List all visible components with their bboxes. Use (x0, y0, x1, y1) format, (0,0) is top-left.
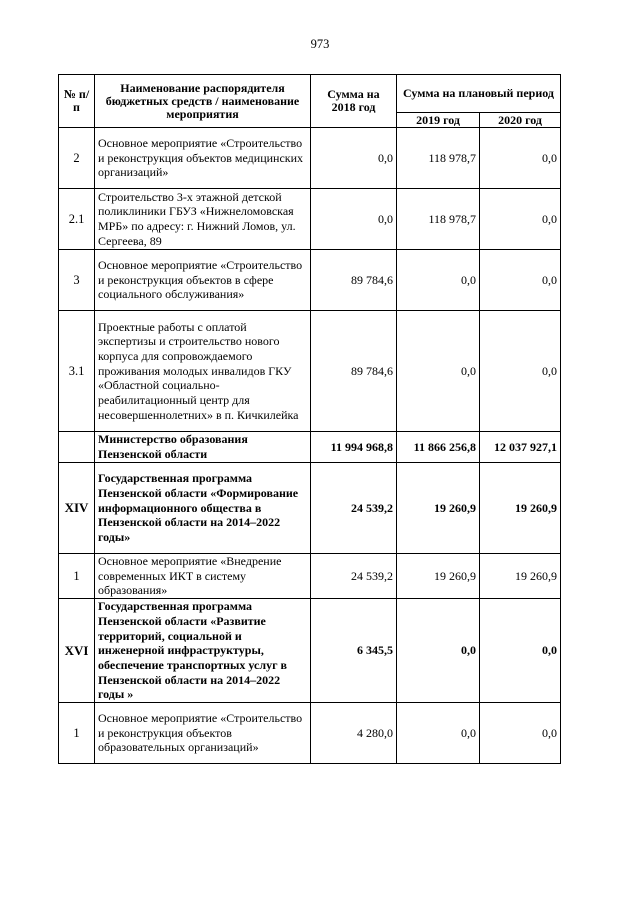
row-sum-2019: 0,0 (397, 599, 480, 703)
row-sum-2018: 24 539,2 (311, 554, 397, 599)
row-number: 2.1 (59, 189, 95, 250)
row-sum-2020: 0,0 (480, 311, 561, 432)
table-row (59, 554, 561, 599)
row-name: Основное мероприятие «Внедрение современных ИКТ в систему образования» (95, 554, 311, 599)
header-year-2019: 2019 год (397, 113, 480, 128)
row-name: Государственная программа Пензенской области «Развитие территорий, социальной и инженерной инфраструктуры, обеспечение транспортных услуг в Пензенской области на 2014–2022 годы » (95, 599, 311, 703)
row-name: Государственная программа Пензенской области «Формирование информационного общества в Пензенской области на 2014–2022 годы» (95, 463, 311, 554)
row-sum-2020: 0,0 (480, 128, 561, 189)
row-sum-2018: 0,0 (311, 128, 397, 189)
page-number: 973 (310, 37, 330, 51)
budget-table (58, 74, 561, 764)
row-number: 3.1 (59, 311, 95, 432)
row-number: 1 (59, 703, 95, 764)
row-name: Основное мероприятие «Строительство и реконструкция объектов образовательных организаций» (95, 703, 311, 764)
row-sum-2020: 19 260,9 (480, 463, 561, 554)
header-sum-2018: Сумма на 2018 год (311, 75, 397, 128)
row-sum-2018: 6 345,5 (311, 599, 397, 703)
table-row (59, 189, 561, 250)
table-row (59, 599, 561, 703)
row-sum-2019: 118 978,7 (397, 128, 480, 189)
row-number: XVI (59, 599, 95, 703)
row-sum-2019: 0,0 (397, 250, 480, 311)
row-name: Строительство 3-х этажной детской поликлиники ГБУЗ «Нижнеломовская МРБ» по адресу: г. Нижний Ломов, ул. Сергеева, 89 (95, 189, 311, 250)
row-name: Проектные работы с оплатой экспертизы и строительство нового корпуса для сопровождаемого проживания молодых инвалидов ГКУ «Областной социально-реабилитационный центр для несовершеннолетних» в п. Кичкилейка (95, 311, 311, 432)
table-row (59, 128, 561, 189)
row-sum-2020: 0,0 (480, 599, 561, 703)
row-number (59, 432, 95, 463)
row-sum-2019: 19 260,9 (397, 463, 480, 554)
row-sum-2020: 0,0 (480, 250, 561, 311)
row-name: Основное мероприятие «Строительство и реконструкция объектов в сфере социального обслуживания» (95, 250, 311, 311)
row-name: Министерство образования Пензенской области (95, 432, 311, 463)
header-year-2020: 2020 год (480, 113, 561, 128)
row-sum-2020: 12 037 927,1 (480, 432, 561, 463)
header-name: Наименование распорядителя бюджетных средств / наименование мероприятия (95, 75, 311, 128)
row-number: 2 (59, 128, 95, 189)
row-sum-2020: 0,0 (480, 703, 561, 764)
row-number: 3 (59, 250, 95, 311)
table-row (59, 250, 561, 311)
row-sum-2020: 0,0 (480, 189, 561, 250)
row-sum-2019: 11 866 256,8 (397, 432, 480, 463)
row-number: XIV (59, 463, 95, 554)
table-row (59, 463, 561, 554)
row-sum-2019: 0,0 (397, 311, 480, 432)
row-sum-2019: 19 260,9 (397, 554, 480, 599)
row-name: Основное мероприятие «Строительство и реконструкция объектов медицинских организаций» (95, 128, 311, 189)
row-sum-2018: 89 784,6 (311, 250, 397, 311)
table-row (59, 703, 561, 764)
table-row (59, 432, 561, 463)
row-sum-2018: 89 784,6 (311, 311, 397, 432)
row-sum-2018: 0,0 (311, 189, 397, 250)
row-sum-2018: 11 994 968,8 (311, 432, 397, 463)
row-sum-2020: 19 260,9 (480, 554, 561, 599)
row-sum-2019: 0,0 (397, 703, 480, 764)
row-number: 1 (59, 554, 95, 599)
row-sum-2018: 4 280,0 (311, 703, 397, 764)
header-number: № п/п (59, 75, 95, 128)
row-sum-2019: 118 978,7 (397, 189, 480, 250)
header-planned-period: Сумма на плановый период (397, 75, 561, 113)
table-row (59, 311, 561, 432)
row-sum-2018: 24 539,2 (311, 463, 397, 554)
